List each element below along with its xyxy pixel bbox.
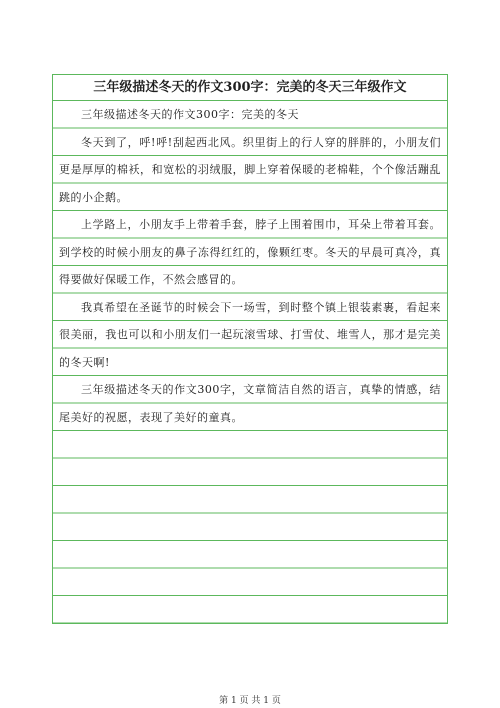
- page-number: 第 1 页 共 1 页: [219, 696, 281, 706]
- essay-sheet: [52, 74, 448, 624]
- document-title: 三年级描述冬天的作文300字：完美的冬天三年级作文: [53, 75, 447, 101]
- essay-body: [53, 101, 447, 623]
- paragraph-subtitle: 三年级描述冬天的作文300字：完美的冬天: [81, 108, 299, 121]
- paragraph-2: 上学路上，小朋友手上带着手套，脖子上围着围巾，耳朵上带着耳套。到学校的时候小朋友的鼻子冻得红红的，像颗红枣。冬天的早晨可真冷，真得要做好保暖工作，不然会感冒的。: [59, 218, 441, 286]
- paragraph-3: 我真希望在圣诞节的时候会下一场雪，到时整个镇上银装素裹，看起来很美丽，我也可以和小朋友们一起玩滚雪球、打雪仗、堆雪人，那才是完美的冬天啊!: [59, 300, 441, 369]
- paragraph-1: 冬天到了，呼!呼!刮起西北风。织里街上的行人穿的胖胖的，小朋友们更是厚厚的棉袄，和宽松的羽绒服，脚上穿着保暖的老棉鞋，个个像活蹦乱跳的小企鹅。: [59, 135, 441, 204]
- paragraph-4: 三年级描述冬天的作文300字，文章简洁自然的语言，真挚的情感，结尾美好的祝愿，表现了美好的童真。: [59, 383, 441, 424]
